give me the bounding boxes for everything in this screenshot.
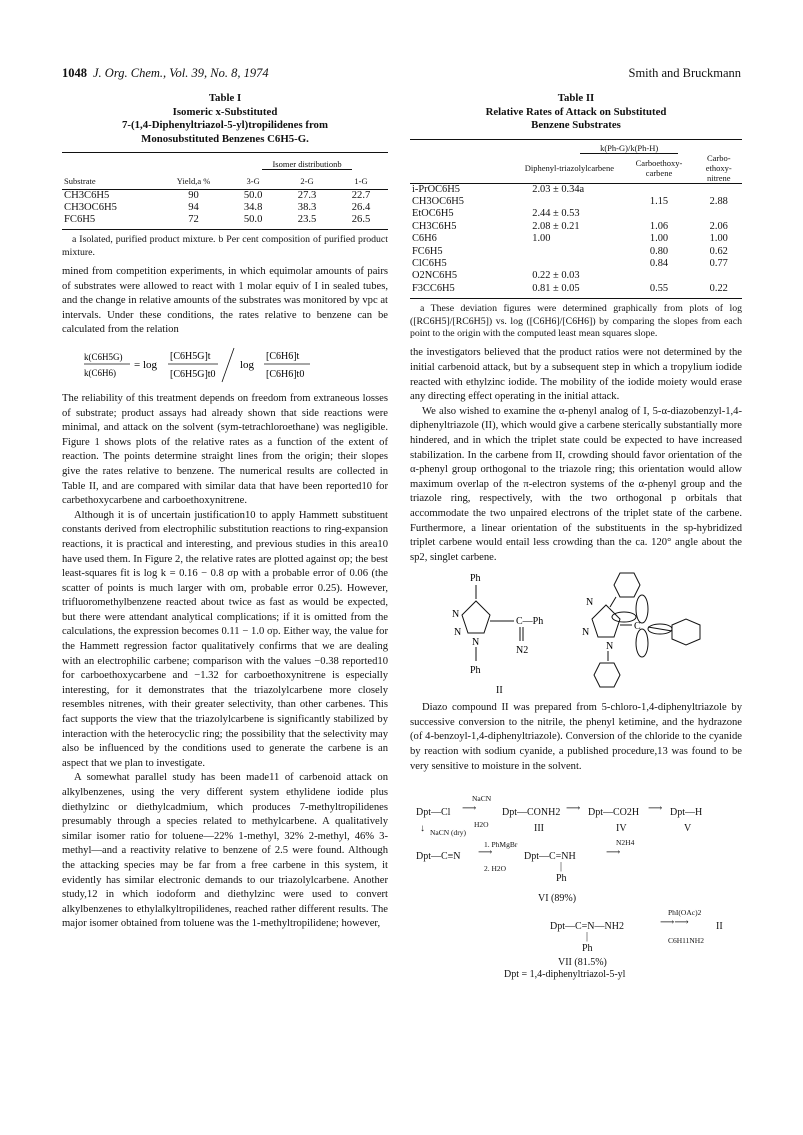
svg-text:N: N: [472, 637, 480, 649]
value-cell: 0.22: [709, 282, 728, 294]
value-cell: 94: [188, 202, 199, 214]
right-column: [410, 92, 742, 981]
paragraph: A somewhat parallel study has been made11 of carbenoid attack on alkylbenzenes, using the very different system ethylidene iodide plus diethylzinc or diethylcadmium, which produces 7-methyltropilidenes presumably through a species related to methylcarbene. A qualitatively similar isomer ratio for toluene—22% 1-methyl, 32% 2-methyl, 46% 3-methyl—and a reactivity relative to benzene of 2.5 were found. Although the attacking species may be far from a free carbene in this system, it evidently has similar electronic demands to our triazolylcarbene. Another study,12 in which iodoform and diethylzinc were used to convert alkylbenzenes to ethylalkyltropilidenes, reached rather different results. The major isomer obtained from toluene was the 1-methyltropilidene; however,: [62, 772, 388, 930]
svg-text:[C6H5G]t0: [C6H5G]t0: [170, 368, 216, 380]
value-cell: 27.3: [297, 190, 317, 202]
table-row: [410, 208, 742, 220]
svg-text:C—Ph: C—Ph: [516, 616, 544, 628]
page-number: 1048: [62, 66, 87, 80]
table2-span-header: k(Ph-G)/k(Ph-H): [580, 143, 678, 154]
table-row: [410, 221, 742, 233]
left-column: [62, 92, 388, 932]
table1: [62, 152, 388, 226]
value-cell: 72: [188, 214, 199, 226]
value-cell: 26.5: [351, 214, 371, 226]
substrate-cell: FC6H5: [412, 245, 443, 257]
running-header: [62, 66, 741, 82]
svg-text:II: II: [496, 685, 503, 697]
paragraph: The reliability of this treatment depends on freedom from extraneous losses of substrate; product assays had already shown that side reactions were minimal, and attack on the solvent (sym-tetrachloroethane) was negligible. Figure 1 shows plots of the relative rates as a function of the extent of reaction. The points determine straight lines from the origin; their slopes give the rates relative to benzene. The numerical results are collected in Table II, and are compared with similar data that have been reported10 for carbethoxycarbene and carboethoxynitrene.: [62, 392, 388, 507]
value-cell: 50.0: [243, 214, 263, 226]
svg-text:Ph: Ph: [470, 665, 481, 677]
value-cell: 0.84: [649, 257, 669, 269]
table2-header-row: Diphenyl-triazolylcarbene Carboethoxy-carbene Carbo-ethoxy-nitrene: [524, 152, 732, 183]
value-cell: 23.5: [297, 214, 317, 226]
value-cell: [696, 208, 742, 220]
svg-text:C: C: [634, 621, 641, 633]
svg-text:[C6H5G]t: [C6H5G]t: [170, 350, 211, 362]
substrate-cell: C6H6: [412, 233, 437, 245]
table-row: [410, 196, 742, 208]
table-row: [410, 233, 742, 245]
svg-text:N2: N2: [516, 645, 529, 657]
substrate-cell: ClC6H5: [412, 257, 447, 269]
table2-footnote: a These deviation figures were determined graphically from plots of log ([RC6H5]/[RC6H5]) vs. log ([C6H6]/[C6H6]) by comparing the slopes from each point to the origin with the computed least mean squares slope.: [410, 303, 742, 339]
table2-caption: Table II Relative Rates of Attack on Substituted Benzene Substrates: [485, 92, 667, 131]
svg-text:log: log: [240, 358, 255, 371]
substrate-cell: i-PrOC6H5: [412, 183, 460, 195]
table2: [410, 139, 742, 296]
value-cell: 2.03 ± 0.34a: [532, 183, 585, 195]
value-cell: [516, 258, 622, 270]
table-row: [410, 258, 742, 270]
paragraph: We also wished to examine the α-phenyl analog of I, 5-α-diazobenzyl-1,4-diphenyltriazole (II), which would give a carbene sterically substantially more hindered, and in which the triplet state could be expected to have increased stabilization. In the carbene from II, crowding should favor orientation of the α-phenyl group orthogonal to the triazole ring; this orientation would allow maximum overlap of the π-electron systems of the α-phenyl group and the triazole ring, respectively, with the two orthogonal p orbitals that accommodate the two unpaired electrons of the triplet state of the carbene. Furthermore, a linear orientation of the substituents in the sp-hybridized triplet carbene would entail less crowding than the ca. 120° angle about the sp2, singlet carbene.: [410, 405, 742, 563]
svg-text:N: N: [452, 609, 460, 621]
value-cell: 2.44 ± 0.53: [532, 208, 580, 220]
value-cell: 34.8: [243, 202, 263, 214]
value-cell: 2.08 ± 0.21: [532, 220, 580, 232]
substrate-cell: CH3C6H5: [64, 190, 110, 202]
value-cell: [516, 246, 622, 258]
svg-text:N: N: [454, 627, 462, 639]
value-cell: 38.3: [297, 202, 317, 214]
rate-equation: [82, 344, 388, 386]
table-row: [410, 183, 742, 196]
value-cell: 2.88: [709, 195, 728, 207]
table1-caption: Table I Isomeric x-Substituted 7-(1,4-Diphenyltriazol-5-yl)tropilidenes from Monosubstituted Benzenes C6H5-G.: [122, 92, 328, 145]
table-row: [62, 190, 388, 203]
value-cell: [623, 208, 696, 220]
svg-text:[C6H6]t0: [C6H6]t0: [266, 368, 305, 380]
svg-text:[C6H6]t: [C6H6]t: [266, 350, 300, 362]
value-cell: 1.00: [532, 233, 551, 245]
substrate-cell: O2NC6H5: [412, 270, 458, 282]
journal-citation: J. Org. Chem., Vol. 39, No. 8, 1974: [93, 66, 269, 80]
svg-text:N: N: [586, 597, 594, 609]
value-cell: [696, 270, 742, 282]
value-cell: 2.06: [709, 220, 728, 232]
value-cell: 1.00: [649, 233, 669, 245]
svg-text:= log: = log: [134, 358, 158, 371]
paragraph: Diazo compound II was prepared from 5-chloro-1,4-diphenyltriazole by successive conversion to the nitrile, the phenyl ketimine, and the hydrazone (of 4-benzoyl-1,4-diphenyltriazole). Conversion of the chloride to the cyanide by reaction with sodium cyanide, a published procedure,13 was found to be very sensitive to moisture in the solvent.: [410, 702, 742, 772]
structure-II: [410, 569, 742, 697]
value-cell: 90: [188, 190, 199, 202]
svg-text:k(C6H5G): k(C6H5G): [84, 351, 123, 362]
synthesis-scheme: Dpt—Cl NaCN ⟶ H2O Dpt—CONH2 ⟶ Dpt—CO2H ⟶ Dpt—H III IV V ↓ NaCN (dry) Dpt—C≡N 1. PhMgBr ⟶ 2. H2O Dpt—C=NH | Ph N2H4 ⟶ VI (89%) Dpt—C=N—NH2 | Ph PhI(OAc)2 ⟶⟶ C6H11NH2 II VII (81.5%) Dpt = 1,4-diphenyltriazol-5-yl: [416, 794, 723, 981]
svg-text:N: N: [582, 627, 590, 639]
value-cell: 0.55: [649, 282, 669, 294]
substrate-cell: CH3C6H5: [412, 220, 457, 232]
table1-header-row: Substrate Yield,a % 3-G 2-G 1-G: [64, 175, 368, 186]
table-row: [62, 202, 388, 214]
substrate-cell: FC6H5: [64, 214, 96, 226]
value-cell: 0.77: [709, 257, 728, 269]
svg-text:N: N: [606, 641, 614, 653]
value-cell: 0.81 ± 0.05: [532, 282, 580, 294]
value-cell: 1.06: [649, 220, 669, 232]
substrate-cell: CH3OC6H5: [64, 202, 117, 214]
paragraph: mined from competition experiments, in which equimolar amounts of pairs of substrates were allowed to react with 1 molar equiv of I in sealed tubes, and the change in relative amounts of the substrates was monitored by vpc at intervals. Under these conditions, the rates relative to benzene can be calculated from the relation: [62, 266, 388, 336]
value-cell: [516, 196, 622, 208]
value-cell: 26.4: [351, 202, 371, 214]
table1-span-header: Isomer distributionb: [262, 159, 351, 170]
substrate-cell: F3CC6H5: [412, 282, 455, 294]
table-row: [410, 246, 742, 258]
value-cell: [696, 183, 742, 196]
svg-text:k(C6H6): k(C6H6): [84, 367, 116, 378]
value-cell: 50.0: [243, 190, 263, 202]
value-cell: 0.62: [709, 245, 728, 257]
table-row: [62, 214, 388, 226]
table1-footnote: a Isolated, purified product mixture. b Per cent composition of purified product mixture.: [62, 234, 388, 258]
author-names: Smith and Bruckmann: [628, 66, 741, 80]
value-cell: 0.22 ± 0.03: [532, 270, 580, 282]
substrate-cell: CH3OC6H5: [412, 195, 464, 207]
value-cell: 0.80: [649, 245, 669, 257]
value-cell: 1.15: [649, 195, 669, 207]
paragraph: Although it is of uncertain justification10 to apply Hammett substituent constants derived from electrophilic substitution reactions to ring-expansion reactions, it is practical and interesting, and previous studies in this area10 have used them. In Figure 2, the relative rates are plotted against σp; the best least-squares fit is log k = 0.16 − 0.8 σp with a probable error of 0.06 (the scatter of points is much larger with σm, probable error 0.25). However, trifluoromethylbenzene reacted about twice as fast as would be expected, but there were attendant analytical complications; if it is omitted from the calculations, the expression becomes 0.11 − 1.0 σp. Either way, the value for the Hammett regression factor qualitatively confirms that we are dealing with an electrophilic carbene; comparison with the values −0.38 reported10 for carboethoxycarbene and −1.32 for carboethoxynitrene is especially interesting, for it demonstrates that the triazolylcarbene more closely resembles nitrenes, with their greater selectivity, than other carbenes. This fact supports the view that the triazolylcarbene is significantly stabilized by interaction with the heterocyclic ring; the possibility that the selectivity may also be influenced by the conditions used to generate the carbene is an aspect that we plan to investigate.: [62, 509, 388, 769]
table-row: [410, 283, 742, 295]
value-cell: [623, 270, 696, 282]
table-row: [410, 270, 742, 282]
value-cell: 1.00: [709, 233, 728, 245]
paragraph: the investigators believed that the product ratios were not determined by the initial carbenoid attack, but by a subsequent step in which a tropylium iodide reacted with ethylzinc iodide. The mobility of the iodide moiety would erase any directing effect operating in the initial attack.: [410, 347, 742, 403]
substrate-cell: EtOC6H5: [412, 208, 454, 220]
value-cell: [623, 183, 696, 196]
svg-text:Ph: Ph: [470, 573, 481, 585]
value-cell: 22.7: [351, 190, 371, 202]
